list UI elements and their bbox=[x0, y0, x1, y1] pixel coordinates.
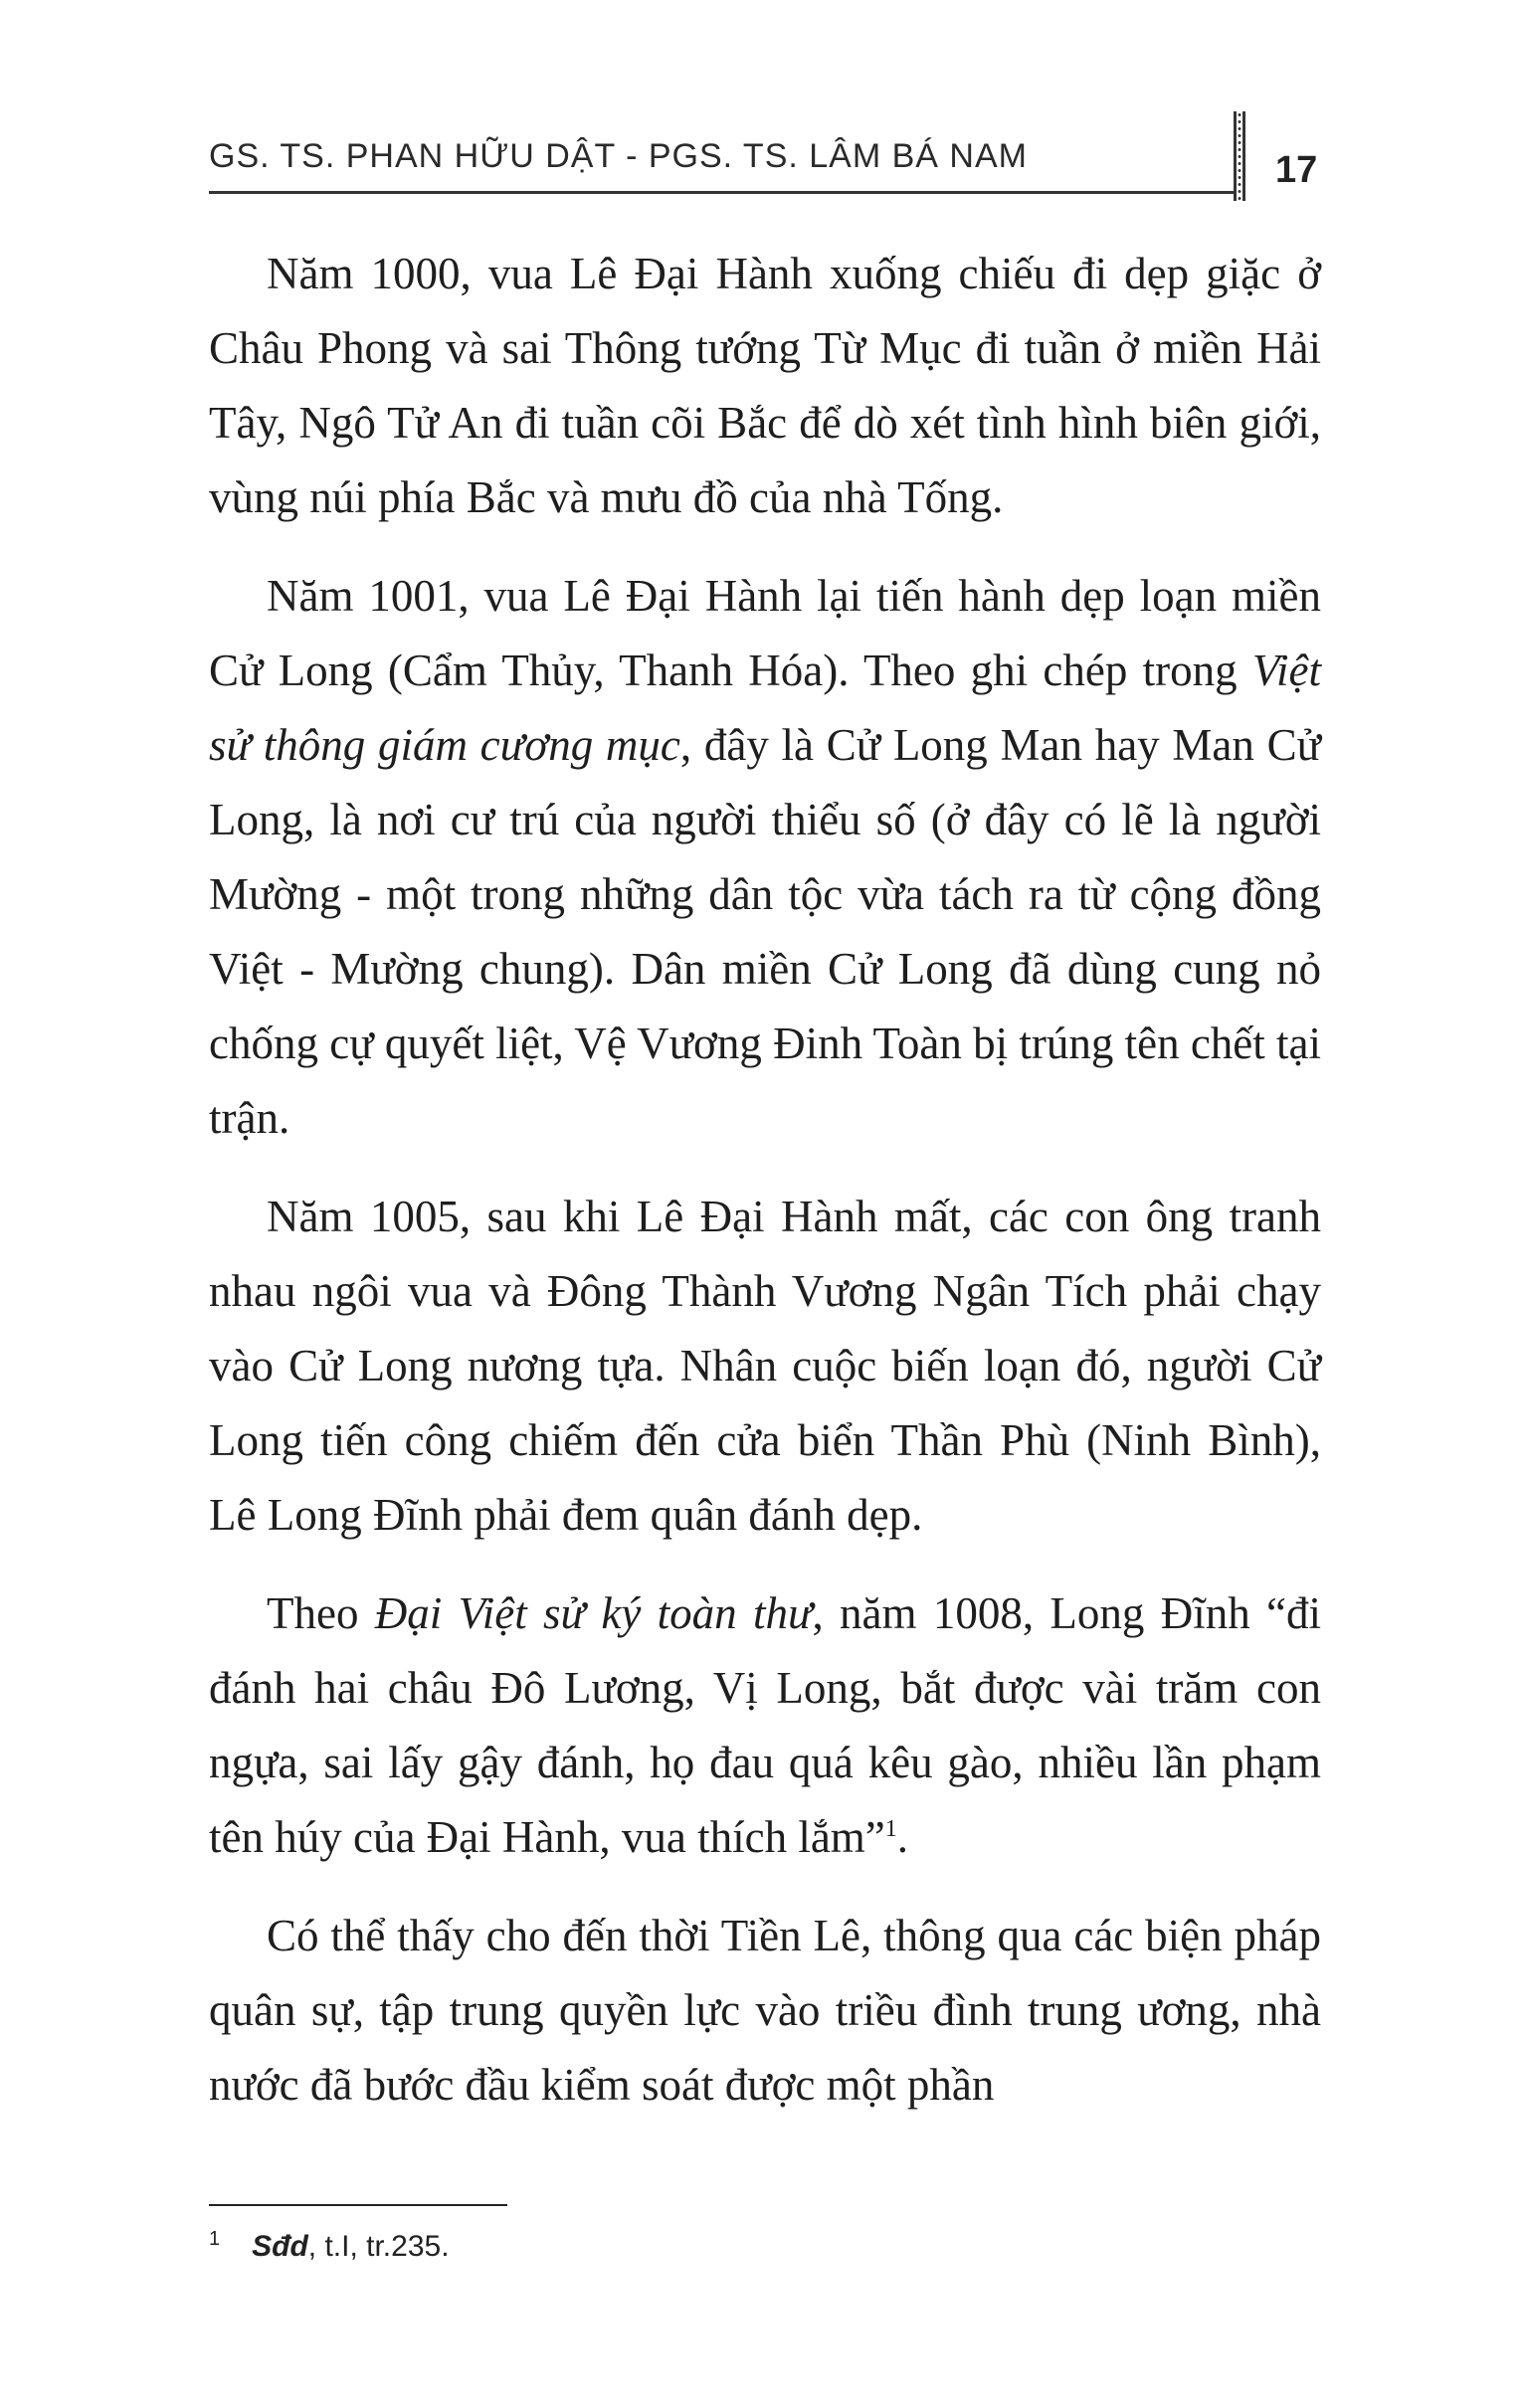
footnote bbox=[209, 2228, 450, 2264]
footnote-detail: , t.I, tr.235. bbox=[307, 2230, 450, 2263]
paragraph-1: Năm 1000, vua Lê Đại Hành xuống chiếu đi dẹp giặc ở Châu Phong và sai Thông tướng Từ Mục đi tuần ở miền Hải Tây, Ngô Tử An đi tuần cõi Bắc để dò xét tình hình biên giới, vùng núi phía Bắc và mưu đồ của nhà Tống. bbox=[209, 249, 1321, 522]
footnote-reference[interactable]: 1 bbox=[884, 1816, 897, 1842]
footnote-mark: 1 bbox=[209, 2228, 221, 2250]
running-header bbox=[209, 127, 1234, 197]
paragraph-2: Năm 1001, vua Lê Đại Hành lại tiến hành dẹp loạn miền Cử Long (Cẩm Thủy, Thanh Hóa). Theo ghi chép trong Việt sử thông giám cương mục, đây là Cử Long Man hay Man Cử Long, là nơi cư trú của người thiểu số (ở đây có lẽ là người Mường - một trong những dân tộc vừa tách ra từ cộng đồng Việt - Mường chung). Dân miền Cử Long đã dùng cung nỏ chống cự quyết liệt, Vệ Vương Đinh Toàn bị trúng tên chết tại trận. bbox=[209, 571, 1321, 1143]
paragraph-5: Có thể thấy cho đến thời Tiền Lê, thông qua các biện pháp quân sự, tập trung quyền lực vào triều đình trung ương, nhà nước đã bước đầu kiểm soát được một phần bbox=[209, 1911, 1321, 2110]
footnote-source: Sđd bbox=[252, 2230, 308, 2263]
book-title-viet-su-thong-giam: Việt sử thông giám cương mục bbox=[209, 646, 1321, 770]
footnote-rule bbox=[209, 2204, 507, 2206]
header-rule bbox=[209, 191, 1234, 194]
body-text bbox=[209, 237, 1321, 2146]
paragraph-4: Theo Đại Việt sử ký toàn thư, năm 1008, Long Đĩnh “đi đánh hai châu Đô Lương, Vị Long, bắt được vài trăm con ngựa, sai lấy gậy đánh, họ đau quá kêu gào, nhiều lần phạm tên húy của Đại Hành, vua thích lắm”$^1$. bbox=[209, 1588, 1321, 1862]
header-ornament-divider bbox=[1234, 111, 1247, 201]
running-title: GS. TS. PHAN HỮU DẬT - PGS. TS. LÂM BÁ NAM bbox=[209, 137, 1028, 175]
paragraph-3: Năm 1005, sau khi Lê Đại Hành mất, các con ông tranh nhau ngôi vua và Đông Thành Vương Ngân Tích phải chạy vào Cử Long nương tựa. Nhân cuộc biến loạn đó, người Cử Long tiến công chiếm đến cửa biển Thần Phù (Ninh Bình), Lê Long Đĩnh phải đem quân đánh dẹp. bbox=[209, 1192, 1321, 1540]
book-title-dai-viet-su-ky: Đại Việt sử ký toàn thư bbox=[374, 1588, 813, 1638]
page-number: 17 bbox=[1275, 149, 1318, 191]
